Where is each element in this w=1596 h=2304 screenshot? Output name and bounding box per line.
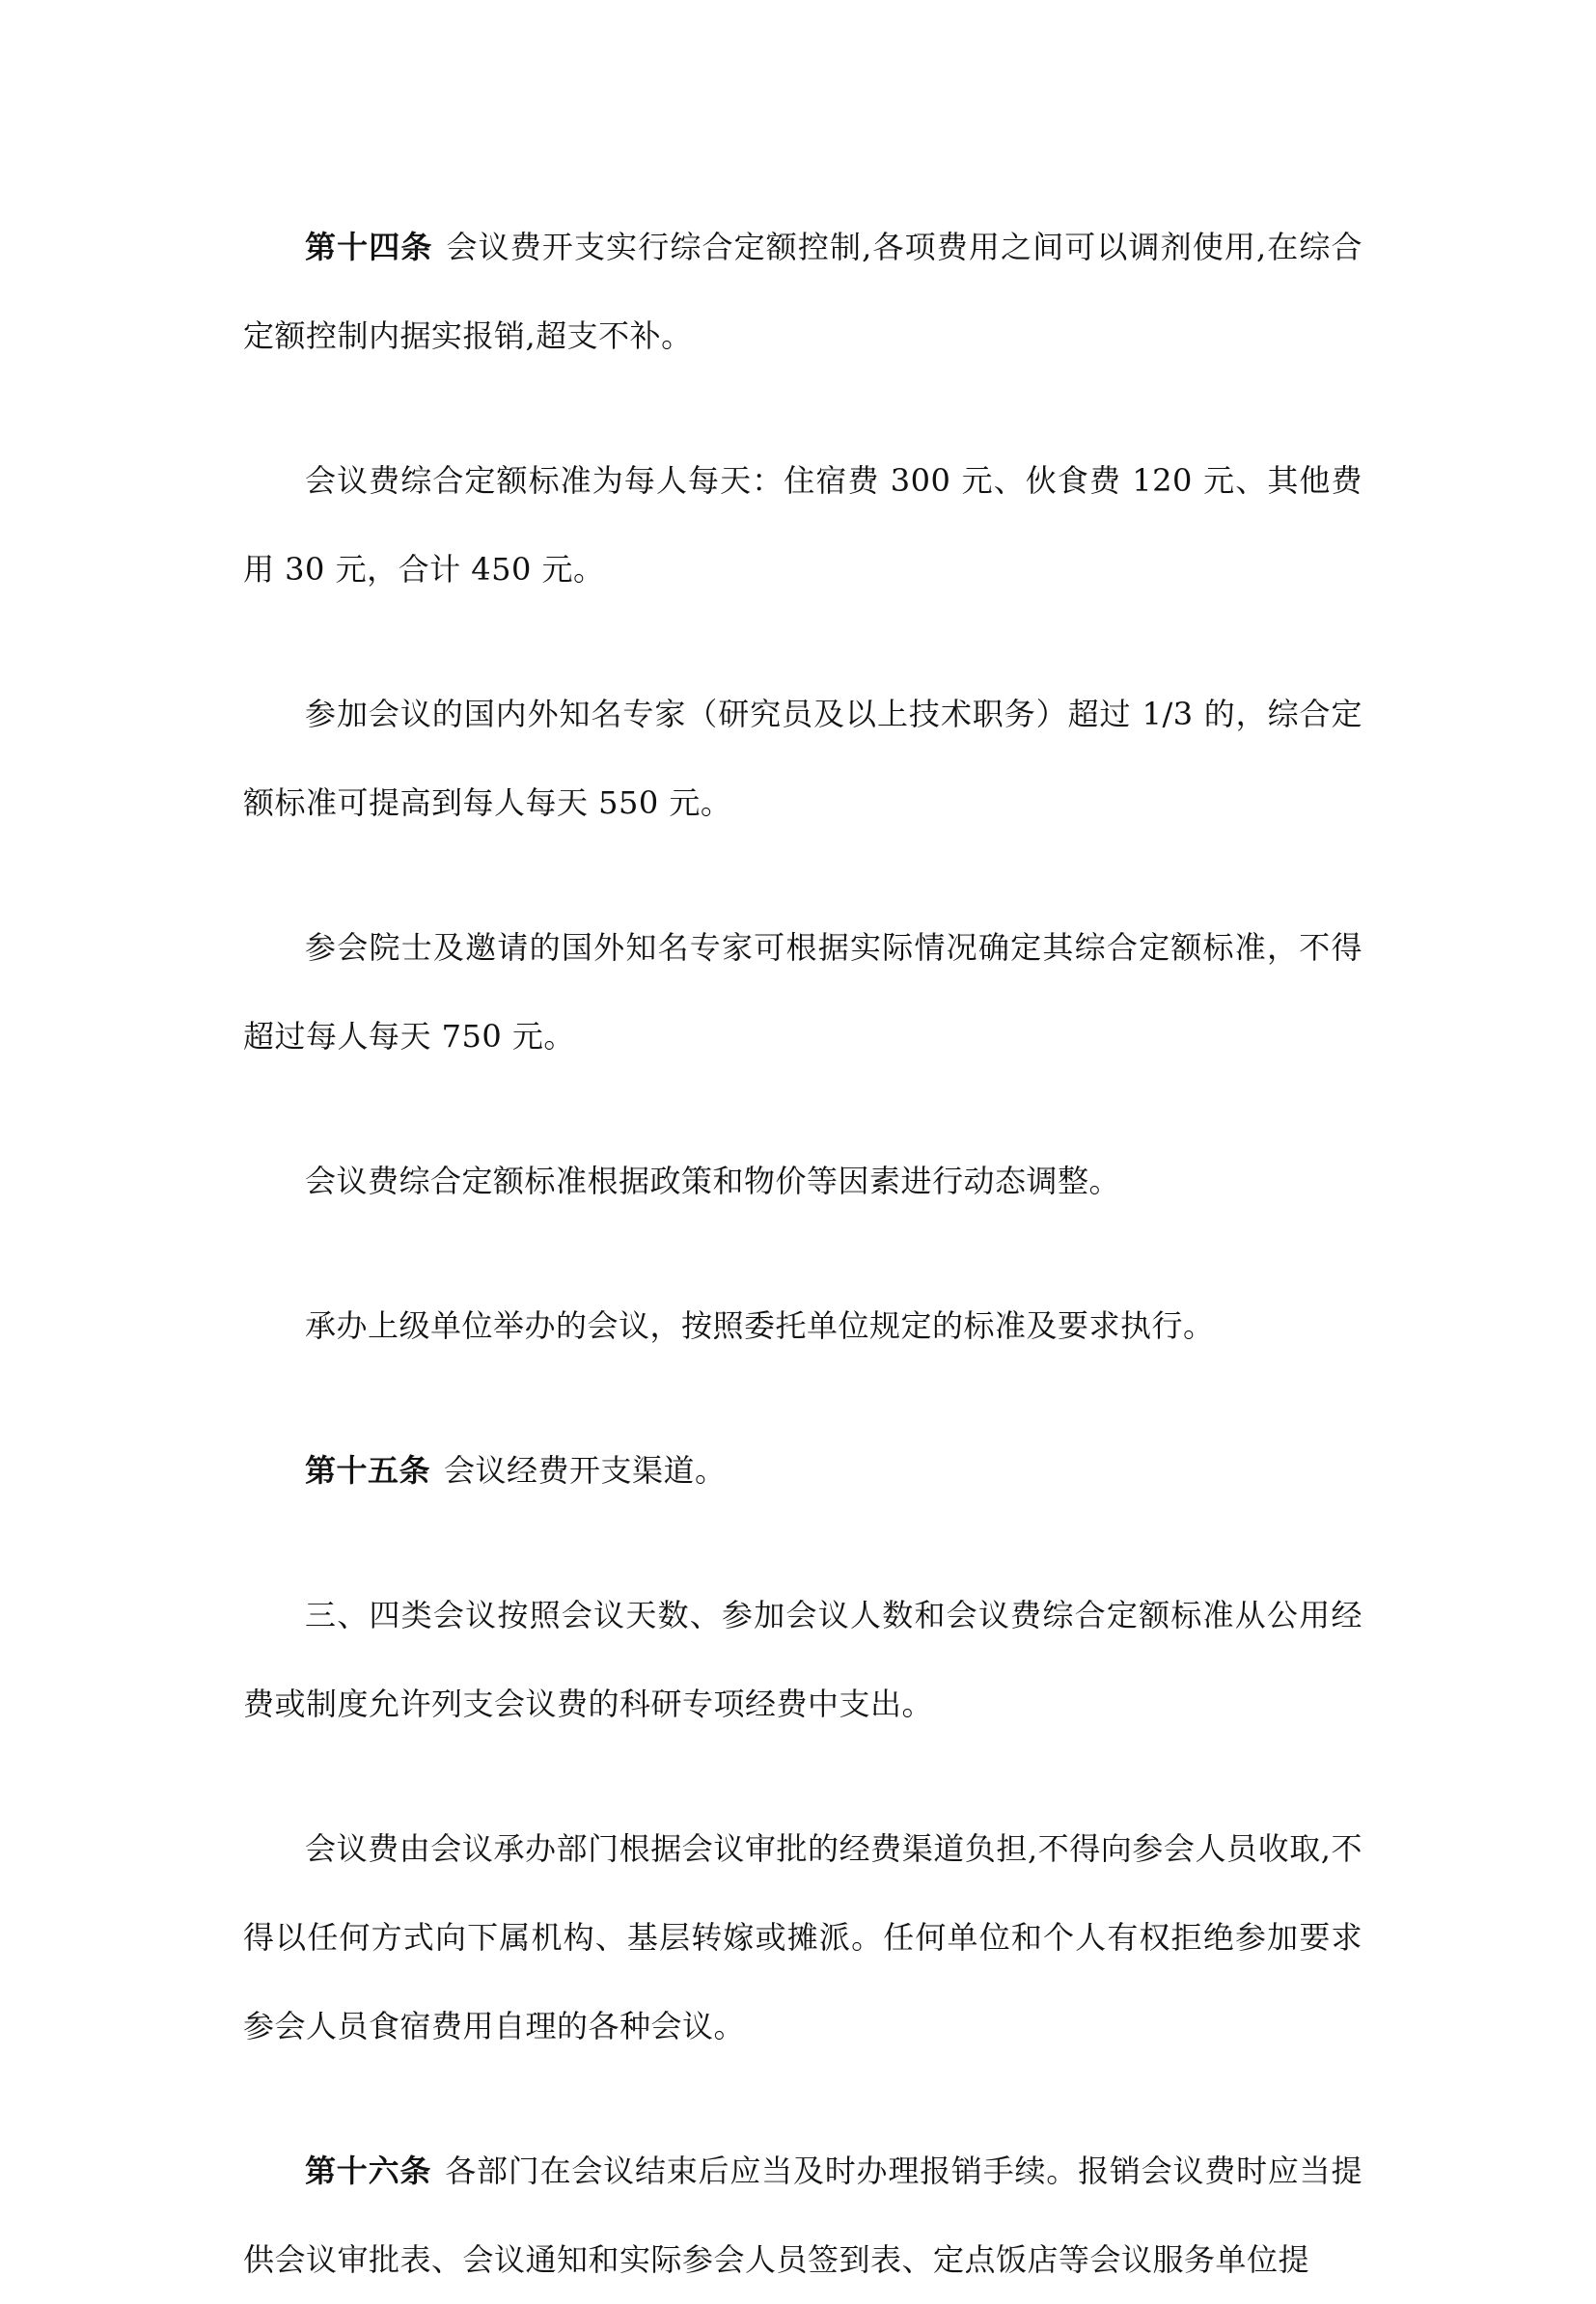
- article-16-text: 各部门在会议结束后应当及时办理报销手续。报销会议费时应当提供会议审批表、会议通知和实际参会人员签到表、定点饭店等会议服务单位提: [243, 2153, 1362, 2278]
- paragraph-gap: [243, 1081, 1362, 1137]
- academicians-paragraph: 参会院士及邀请的国外知名专家可根据实际情况确定其综合定额标准，不得超过每人每天 750 元。: [243, 929, 1362, 1055]
- article-14-paragraph: [243, 203, 1362, 380]
- article-16-paragraph: [243, 2126, 1362, 2304]
- paragraph-gap: [243, 2071, 1362, 2126]
- paragraph-gap: [243, 847, 1362, 903]
- document-body: [243, 203, 1362, 2304]
- article-15-heading: 第十五条: [305, 1452, 431, 1489]
- channels-paragraph: 三、四类会议按照会议天数、参加会议人数和会议费综合定额标准从公用经费或制度允许列支会议费的科研专项经费中支出。: [243, 1597, 1362, 1722]
- paragraph-gap: [243, 1515, 1362, 1571]
- superior-unit-paragraph: 承办上级单位举办的会议，按照委托单位规定的标准及要求执行。: [305, 1307, 1215, 1344]
- article-16-heading: 第十六条: [305, 2153, 432, 2189]
- rates-paragraph: 会议费综合定额标准为每人每天：住宿费 300 元、伙食费 120 元、其他费用 30 元，合计 450 元。: [243, 462, 1362, 588]
- burden-paragraph: 会议费由会议承办部门根据会议审批的经费渠道负担,不得向参会人员收取,不得以任何方式向下属机构、基层转嫁或摊派。任何单位和个人有权拒绝参加要求参会人员食宿费用自理的各种会议。: [243, 1830, 1362, 2044]
- article-15-paragraph: [243, 1426, 1362, 1515]
- paragraph-gap: [243, 1748, 1362, 1804]
- paragraph-gap: [243, 380, 1362, 436]
- paragraph-gap: [243, 1225, 1362, 1281]
- article-15-text: 会议经费开支渠道。: [444, 1452, 727, 1489]
- paragraph-gap: [243, 1370, 1362, 1426]
- adjustment-paragraph: 会议费综合定额标准根据政策和物价等因素进行动态调整。: [305, 1163, 1121, 1199]
- article-14-text: 会议费开支实行综合定额控制,各项费用之间可以调剂使用,在综合定额控制内据实报销,超支不补。: [243, 229, 1362, 354]
- experts-paragraph: 参加会议的国内外知名专家（研究员及以上技术职务）超过 1/3 的，综合定额标准可提高到每人每天 550 元。: [243, 696, 1362, 821]
- paragraph-gap: [243, 614, 1362, 670]
- article-14-heading: 第十四条: [305, 229, 433, 265]
